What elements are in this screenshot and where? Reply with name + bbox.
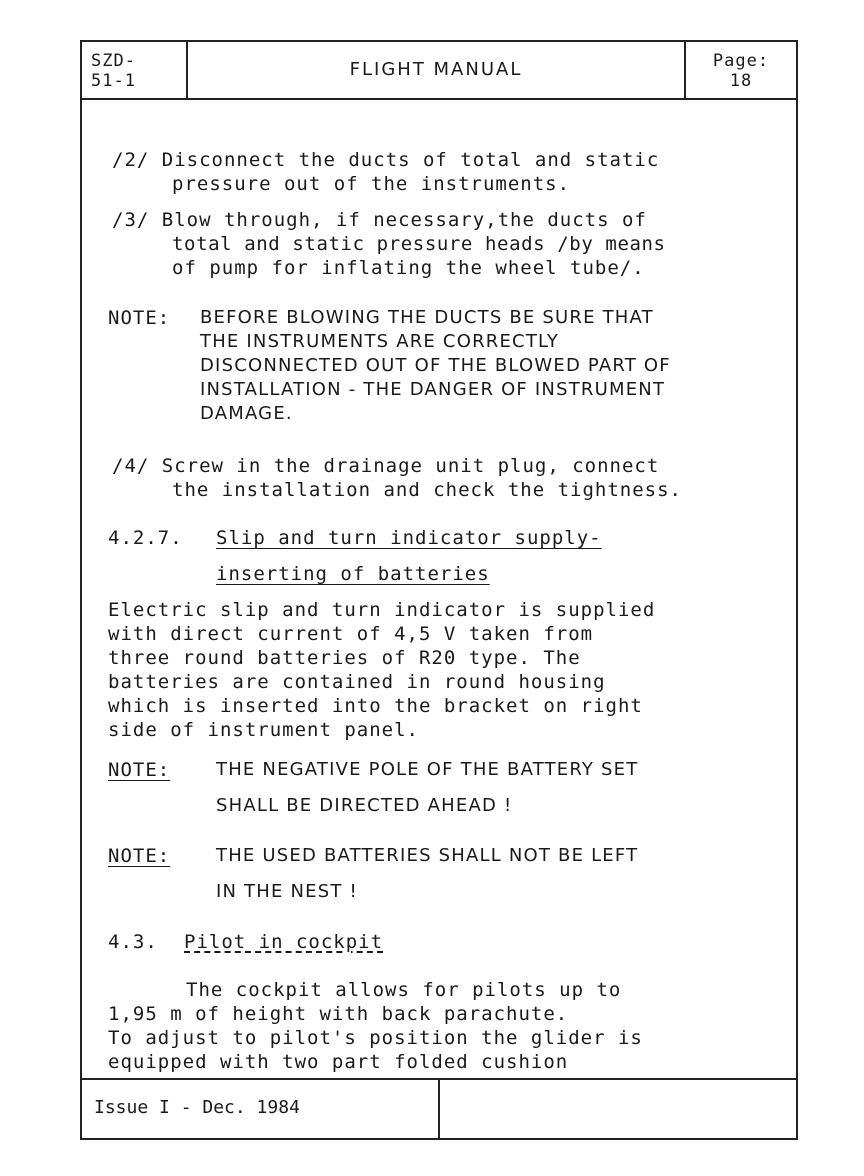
para-427-line3: three round batteries of R20 type. The <box>108 647 581 669</box>
item2-line1: /2/ Disconnect the ducts of total and static <box>112 149 660 171</box>
note3-line2: IN THE NEST ! <box>216 881 358 902</box>
item3-line3: of pump for inflating the wheel tube/. <box>172 257 645 279</box>
footer-empty-cell <box>440 1080 796 1138</box>
section-427-number: 4.2.7. <box>108 527 183 549</box>
note2-line1: THE NEGATIVE POLE OF THE BATTERY SET <box>216 759 639 780</box>
para-43-line2: 1,95 m of height with back parachute. <box>108 1003 569 1025</box>
doc-code-line1: SZD- <box>91 51 136 71</box>
section-43-title: Pilot in cockpit <box>184 931 384 953</box>
note2-label: NOTE: <box>108 759 171 781</box>
note1-line3: DISCONNECTED OUT OF THE BLOWED PART OF <box>200 355 671 376</box>
doc-code-cell <box>82 42 188 98</box>
section-427-title-line1: Slip and turn indicator supply- <box>216 527 602 549</box>
para-427-line2: with direct current of 4,5 V taken from <box>108 623 594 645</box>
page-label: Page: <box>712 51 770 71</box>
note1-line1: BEFORE BLOWING THE DUCTS BE SURE THAT <box>200 307 654 328</box>
note3-label: NOTE: <box>108 845 171 867</box>
note2-line2: SHALL BE DIRECTED AHEAD ! <box>216 795 513 816</box>
para-427-line4: batteries are contained in round housing <box>108 671 606 693</box>
para-427-line6: side of instrument panel. <box>108 719 419 741</box>
item3-line1: /3/ Blow through, if necessary,the ducts of <box>112 209 647 231</box>
note1-line5: DAMAGE. <box>200 403 293 424</box>
page-number: 18 <box>729 71 753 91</box>
note1-line4: INSTALLATION - THE DANGER OF INSTRUMENT <box>200 379 666 400</box>
item2-line2: pressure out of the instruments. <box>172 173 571 195</box>
para-427-line1: Electric slip and turn indicator is supplied <box>108 599 656 621</box>
item4-line1: /4/ Screw in the drainage unit plug, connect <box>112 455 660 477</box>
para-427-line5: which is inserted into the bracket on right <box>108 695 643 717</box>
section-427-title-line2: inserting of batteries <box>216 563 490 585</box>
section-43-number: 4.3. <box>108 931 158 953</box>
note1-line2: THE INSTRUMENTS ARE CORRECTLY <box>200 331 560 352</box>
page-footer <box>82 1078 796 1138</box>
page-header <box>82 42 796 100</box>
note3-line1: THE USED BATTERIES SHALL NOT BE LEFT <box>216 845 639 866</box>
para-43-line3: To adjust to pilot's position the glider is <box>108 1027 643 1049</box>
item3-line2: total and static pressure heads /by means <box>172 233 666 255</box>
item4-line2: the installation and check the tightness. <box>172 479 682 501</box>
page-number-cell <box>686 42 796 98</box>
page-title: FLIGHT MANUAL <box>188 42 686 98</box>
doc-code-line2: 51-1 <box>91 71 136 91</box>
para-43-line4: equipped with two part folded cushion <box>108 1051 569 1073</box>
para-43-line1: The cockpit allows for pilots up to <box>186 979 622 1001</box>
note1-label: NOTE: <box>108 307 171 329</box>
manual-page <box>80 40 798 1140</box>
issue-date: Issue I - Dec. 1984 <box>82 1080 440 1138</box>
